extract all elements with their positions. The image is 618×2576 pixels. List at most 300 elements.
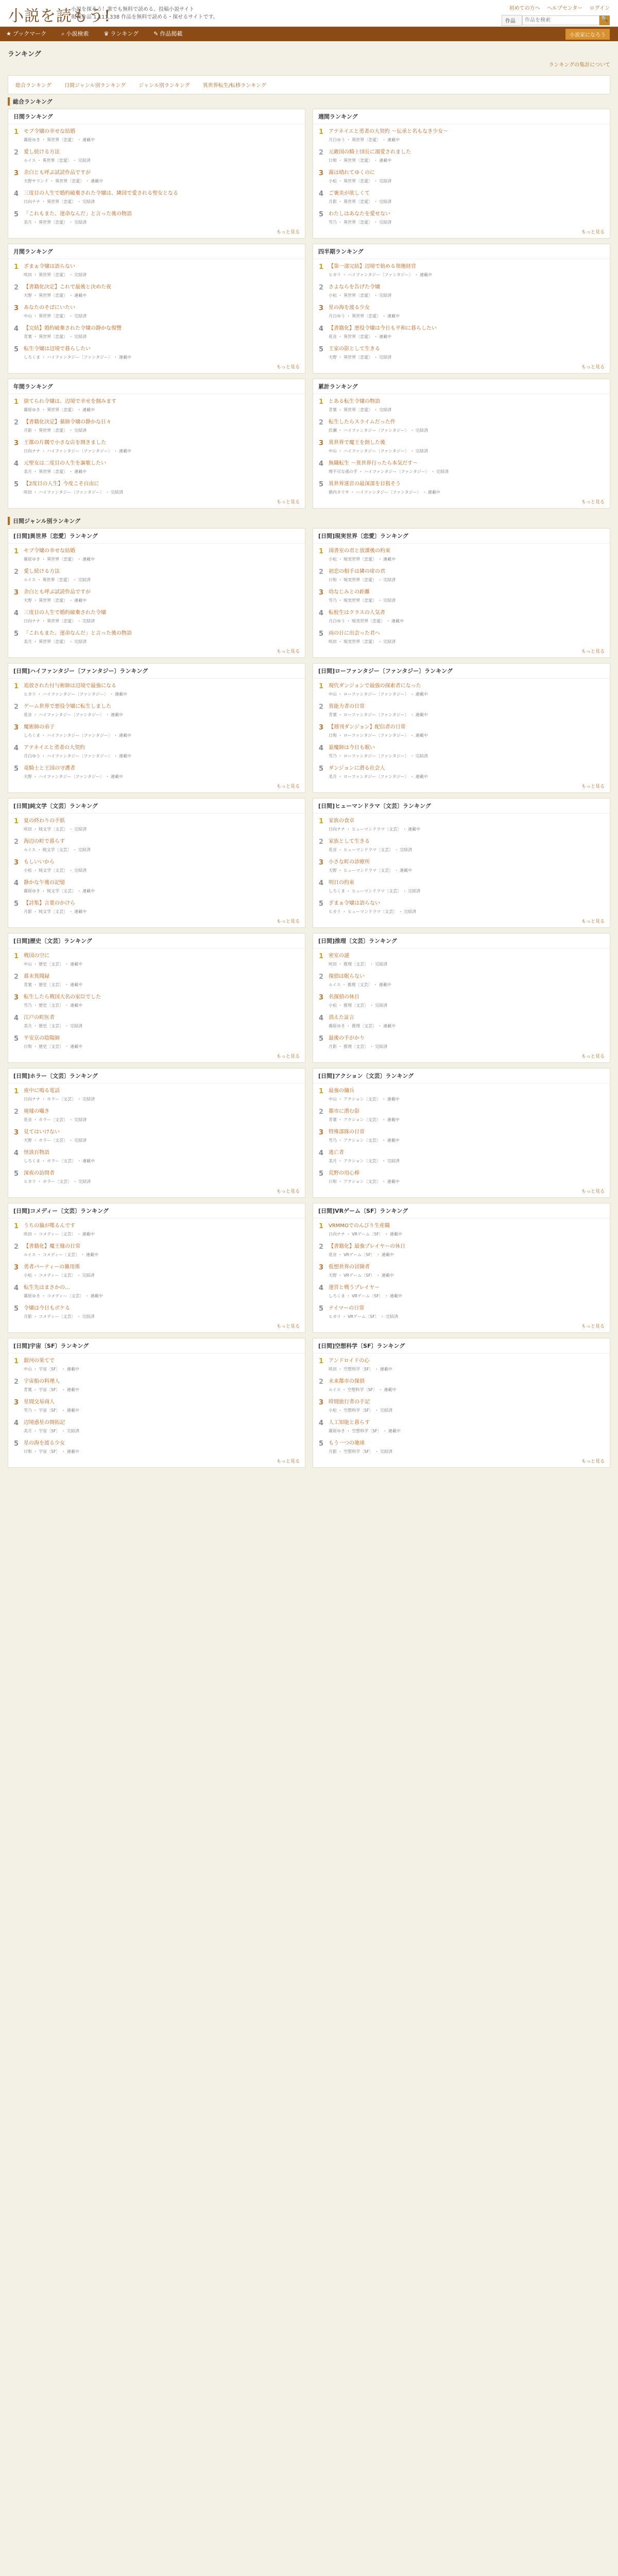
novel-title-link[interactable]: 【週刊ダンジョン】配信者の日常 bbox=[329, 724, 406, 730]
nav-label: 小説検索 bbox=[66, 30, 89, 37]
ranking-row bbox=[8, 1260, 305, 1280]
novel-meta: ルイス ・ コメディー〔文芸〕 ・ 連載中 bbox=[24, 1252, 99, 1257]
more-link[interactable]: もっと見る bbox=[581, 649, 605, 654]
novel-title-link[interactable]: 明日の約束 bbox=[329, 880, 354, 886]
novel-meta: 月白ゆう ・ 異世界〔恋愛〕 ・ 連載中 bbox=[329, 314, 400, 318]
ranking-row bbox=[8, 969, 305, 990]
novel-title-link[interactable]: 愛し続ける方法 bbox=[24, 569, 60, 574]
novel-meta: 青葉 ・ 歴史〔文芸〕 ・ 連載中 bbox=[24, 982, 83, 987]
more-link[interactable]: もっと見る bbox=[276, 784, 300, 789]
novel-meta: 美月 ・ 異世界〔恋愛〕 ・ 完結済 bbox=[24, 220, 87, 225]
novel-title-link[interactable]: 転校生はクラスの人気者 bbox=[329, 610, 385, 616]
novel-title-link[interactable]: さよならを告げた令嬢 bbox=[329, 284, 380, 290]
more-link[interactable]: もっと見る bbox=[276, 649, 300, 654]
more-link[interactable]: もっと見る bbox=[581, 500, 605, 505]
novel-title-link[interactable]: 霧は晴れてゆくのに bbox=[329, 170, 375, 176]
novel-meta: 中山 ・ ローファンタジー〔ファンタジー〕 ・ 連載中 bbox=[329, 692, 428, 697]
novel-title-link[interactable]: 余白とも呼ぶ試読作品ですが bbox=[24, 170, 91, 176]
novel-title-link[interactable]: あなたのそばにいたい bbox=[24, 305, 75, 311]
novel-title-link[interactable]: 平安京の陰陽師 bbox=[24, 1036, 60, 1041]
nav-item-bookmark[interactable] bbox=[0, 27, 53, 41]
novel-title-link[interactable]: 宇宙船の料理人 bbox=[24, 1379, 60, 1384]
novel-title-link[interactable]: 【詩集】言葉のかけら bbox=[24, 901, 75, 906]
header-link-help[interactable]: ヘルプセンター bbox=[546, 6, 583, 11]
search-button[interactable]: 🔍 bbox=[599, 15, 610, 25]
novel-meta: 月影 ・ コメディー〔文芸〕 ・ 完結済 bbox=[24, 1314, 95, 1319]
novel-meta: 霧原ゆき ・ 異世界〔恋愛〕 ・ 連載中 bbox=[24, 138, 95, 142]
ranking-row bbox=[8, 626, 305, 647]
ranking-row bbox=[313, 896, 610, 917]
ranking-row bbox=[8, 1145, 305, 1166]
novel-title-link[interactable]: 転生したら戦国大名の家臣でした bbox=[24, 994, 101, 1000]
rank-number: 1 bbox=[14, 1358, 19, 1365]
ranking-row bbox=[313, 720, 610, 740]
rank-number: 2 bbox=[319, 284, 324, 292]
rank-number: 1 bbox=[14, 818, 19, 825]
novel-title-link[interactable]: 逃亡者 bbox=[329, 1150, 344, 1156]
ranking-row bbox=[313, 342, 610, 362]
rank-number: 5 bbox=[319, 1440, 324, 1448]
rank-number: 3 bbox=[14, 439, 19, 447]
rank-number: 5 bbox=[14, 346, 19, 353]
rank-number: 5 bbox=[14, 1440, 19, 1448]
novel-meta: 咲田 ・ 異世界〔恋愛〕 ・ 完結済 bbox=[24, 273, 87, 277]
rank-number: 5 bbox=[319, 900, 324, 908]
rank-number: 1 bbox=[319, 128, 324, 136]
novel-title-link[interactable]: 静かな午後の記憶 bbox=[24, 880, 65, 886]
ranking-row bbox=[313, 1218, 610, 1239]
rank-number: 1 bbox=[319, 398, 324, 406]
ranking-row bbox=[313, 1260, 610, 1280]
novel-title-link[interactable]: 竜騎士と王国の守護者 bbox=[24, 766, 75, 771]
novel-title-link[interactable]: 【書籍化】最強プレイヤーの休日 bbox=[329, 1244, 406, 1249]
rank-number: 4 bbox=[14, 460, 19, 468]
rank-number: 2 bbox=[14, 1108, 19, 1116]
main-content bbox=[8, 48, 610, 1473]
more-link[interactable]: もっと見る bbox=[276, 1459, 300, 1464]
novel-title-link[interactable]: VRMMOでのんびり生産職 bbox=[329, 1223, 390, 1229]
rank-number: 2 bbox=[319, 838, 324, 846]
ranking-box bbox=[313, 1068, 610, 1198]
novel-meta: しろくま ・ ホラー〔文芸〕 ・ 連載中 bbox=[24, 1159, 95, 1163]
more-link[interactable]: もっと見る bbox=[581, 919, 605, 924]
novel-title-link[interactable]: 【2度目の人生】今度こそ自由に bbox=[24, 481, 99, 487]
rank-number: 5 bbox=[14, 1035, 19, 1043]
anchor-link[interactable]: 異世界転生/転移ランキング bbox=[202, 83, 266, 89]
novel-title-link[interactable]: 無職転生 〜異世界行ったら本気だす〜 bbox=[329, 461, 418, 466]
novel-title-link[interactable]: 見てはいけない bbox=[24, 1129, 60, 1135]
ranking-row bbox=[8, 1395, 305, 1415]
novel-title-link[interactable]: 廃墟の囁き bbox=[24, 1109, 49, 1114]
more-link[interactable]: もっと見る bbox=[276, 365, 300, 370]
ranking-box bbox=[313, 663, 610, 793]
novel-title-link[interactable]: 深夜の訪問者 bbox=[24, 1171, 55, 1176]
rank-number: 1 bbox=[319, 1223, 324, 1230]
novel-title-link[interactable]: 転生令嬢は辺境で暮らしたい bbox=[24, 346, 91, 352]
novel-title-link[interactable]: 【書籍化決定】これで最後と決めた夜 bbox=[24, 284, 111, 290]
rank-number: 3 bbox=[14, 304, 19, 312]
novel-title-link[interactable]: 転生したらスライムだった件 bbox=[329, 419, 396, 425]
rank-number: 1 bbox=[319, 548, 324, 555]
rank-number: 3 bbox=[319, 724, 324, 732]
ranking-row bbox=[8, 896, 305, 917]
novel-title-link[interactable]: 夏の終わりの手紙 bbox=[24, 818, 65, 824]
novel-title-link[interactable]: 運営と戦うプレイヤー bbox=[329, 1285, 380, 1291]
more-link[interactable]: もっと見る bbox=[581, 365, 605, 370]
novel-meta: 月白ゆう ・ 現実世界〔恋愛〕 ・ 連載中 bbox=[329, 619, 404, 623]
novel-title-link[interactable]: モブ令嬢の幸せな結婚 bbox=[24, 548, 75, 554]
novel-meta: しろくま ・ ハイファンタジー〔ファンタジー〕 ・ 連載中 bbox=[24, 733, 131, 738]
novel-meta: 天野 ・ VRゲーム〔SF〕 ・ 連載中 bbox=[329, 1273, 394, 1278]
novel-title-link[interactable]: 三度目の人生で婚約破棄された令嬢 bbox=[24, 610, 106, 616]
novel-meta: 美月 ・ 宇宙〔SF〕 ・ 完結済 bbox=[24, 1429, 79, 1433]
ranking-row bbox=[8, 477, 305, 497]
novel-title-link[interactable]: 時間旅行者の手記 bbox=[329, 1399, 370, 1405]
anchor-link[interactable]: 日間ジャンル別ランキング bbox=[64, 83, 126, 89]
novel-title-link[interactable]: 海辺の町で暮らす bbox=[24, 839, 65, 844]
ranking-box bbox=[8, 1338, 305, 1468]
novel-meta: 小松 ・ 異世界〔恋愛〕 ・ 完結済 bbox=[329, 179, 392, 183]
ranking-row bbox=[313, 544, 610, 564]
more-link[interactable]: もっと見る bbox=[276, 1324, 300, 1329]
ranking-row bbox=[8, 564, 305, 585]
rank-number: 3 bbox=[14, 170, 19, 177]
ranking-row bbox=[313, 605, 610, 626]
rank-number: 2 bbox=[319, 1378, 324, 1386]
rank-number: 2 bbox=[319, 703, 324, 711]
novel-meta: 天野 ・ 異世界〔恋愛〕 ・ 連載中 bbox=[24, 293, 87, 298]
novel-title-link[interactable]: アテネイエと勇者の大契約 bbox=[24, 745, 85, 751]
novel-title-link[interactable]: 幼なじみとの距離 bbox=[329, 589, 370, 595]
novel-title-link[interactable]: 王都の片隅で小さな店を開きました bbox=[24, 440, 106, 446]
novel-meta: 雪乃 ・ 歴史〔文芸〕 ・ 連載中 bbox=[24, 1003, 83, 1008]
ranking-row bbox=[8, 415, 305, 435]
novel-title-link[interactable]: 愛し続ける方法 bbox=[24, 149, 60, 155]
novel-title-link[interactable]: 特殊部隊の日常 bbox=[329, 1129, 365, 1135]
nav-label: ランキング bbox=[110, 30, 139, 37]
nav-item-pickup[interactable] bbox=[147, 27, 188, 41]
ranking-grid bbox=[8, 528, 610, 1473]
novel-title-link[interactable]: 密室の謎 bbox=[329, 953, 349, 959]
novel-meta: 天野 ・ 異世界〔恋愛〕 ・ 完結済 bbox=[329, 355, 392, 360]
novel-title-link[interactable]: とある転生令嬢の物語 bbox=[329, 399, 380, 404]
ranking-box bbox=[8, 528, 305, 658]
search-type-select[interactable]: 作品 bbox=[502, 15, 522, 26]
ranking-row bbox=[313, 855, 610, 875]
novel-title-link[interactable]: 異世界迷宮の最深部を目指そう bbox=[329, 481, 401, 487]
nav-item-search[interactable] bbox=[55, 27, 95, 41]
ranking-row bbox=[313, 679, 610, 699]
novel-meta: ヒカリ ・ ハイファンタジー〔ファンタジー〕 ・ 連載中 bbox=[329, 273, 432, 277]
ranking-grid bbox=[8, 109, 610, 514]
novel-title-link[interactable]: 「これもまた、運命なんだ」と言った後の物語 bbox=[24, 631, 132, 636]
more-link[interactable]: もっと見る bbox=[581, 230, 605, 235]
rank-number: 2 bbox=[14, 568, 19, 576]
ranking-row bbox=[8, 740, 305, 761]
novel-meta: ルイス ・ 純文学〔文芸〕 ・ 完結済 bbox=[24, 848, 91, 852]
ranking-row bbox=[8, 720, 305, 740]
novel-title-link[interactable]: 戦国の空に bbox=[24, 953, 49, 959]
rank-number: 1 bbox=[14, 263, 19, 271]
ranking-row bbox=[313, 1031, 610, 1052]
ranking-row bbox=[313, 1166, 610, 1187]
more-link[interactable]: もっと見る bbox=[581, 784, 605, 789]
rank-number: 3 bbox=[14, 1129, 19, 1137]
novel-title-link[interactable]: ざまぁ令嬢は語らない bbox=[24, 264, 75, 269]
ranking-about-link[interactable]: ランキングの集計について bbox=[548, 62, 610, 68]
ranking-row bbox=[8, 1280, 305, 1301]
novel-meta: 雪乃 ・ 異世界〔恋愛〕 ・ 完結済 bbox=[329, 220, 392, 225]
nav-item-ranking[interactable] bbox=[97, 27, 145, 41]
header-links bbox=[504, 4, 610, 11]
ranking-row bbox=[313, 145, 610, 165]
novel-title-link[interactable]: 人工知能と暮らす bbox=[329, 1420, 370, 1426]
ranking-row bbox=[8, 259, 305, 280]
ranking-box-title: 月間ランキング bbox=[8, 244, 305, 259]
ranking-row bbox=[313, 626, 610, 647]
header-link-beginner[interactable]: 初めての方へ bbox=[509, 6, 540, 11]
novel-meta: ルイス ・ 異世界〔恋愛〕 ・ 完結済 bbox=[24, 578, 91, 582]
novel-title-link[interactable]: 魔術師の弟子 bbox=[24, 724, 55, 730]
novel-title-link[interactable]: 星の海を渡る少女 bbox=[329, 305, 370, 311]
ranking-row bbox=[8, 761, 305, 782]
nav-label: ブックマーク bbox=[12, 30, 47, 37]
novel-title-link[interactable]: もう一つの地球 bbox=[329, 1440, 365, 1446]
novel-title-link[interactable]: テイマーの日常 bbox=[329, 1306, 365, 1311]
novel-meta: 花音 ・ VRゲーム〔SF〕 ・ 連載中 bbox=[329, 1252, 394, 1257]
rank-number: 3 bbox=[319, 170, 324, 177]
rank-number: 3 bbox=[319, 1399, 324, 1406]
novel-meta: 月影 ・ 推理〔文芸〕 ・ 完結済 bbox=[329, 1044, 388, 1049]
novel-title-link[interactable]: 探偵は眠らない bbox=[329, 974, 365, 979]
page-title: ランキング bbox=[8, 50, 41, 58]
novel-meta: ヒカリ ・ VRゲーム〔SF〕 ・ 完結済 bbox=[329, 1314, 398, 1319]
search-input[interactable] bbox=[522, 15, 599, 25]
novel-title-link[interactable]: ご褒美が欲しくて bbox=[329, 191, 370, 196]
novel-meta: 天野 ・ ヒューマンドラマ〔文芸〕 ・ 連載中 bbox=[329, 868, 413, 873]
ranking-box bbox=[313, 379, 610, 509]
novel-title-link[interactable]: 「これもまた、運命なんだ」と言った後の物語 bbox=[24, 211, 132, 217]
novel-title-link[interactable]: 退魔師は今日も眠い bbox=[329, 745, 375, 751]
ranking-box-title: [日間]ヒューマンドラマ〔文芸〕ランキング bbox=[313, 799, 610, 814]
novel-meta: 小松 ・ 推理〔文芸〕 ・ 完結済 bbox=[329, 1003, 388, 1008]
rank-number: 5 bbox=[319, 211, 324, 218]
novel-meta: 霧原ゆき ・ 推理〔文芸〕 ・ 連載中 bbox=[329, 1024, 396, 1028]
novel-title-link[interactable]: 最強の傭兵 bbox=[329, 1088, 354, 1094]
rank-number: 2 bbox=[319, 568, 324, 576]
novel-title-link[interactable]: 転生先はまさかの… bbox=[24, 1285, 70, 1291]
novel-meta: 小松 ・ コメディー〔文芸〕 ・ 完結済 bbox=[24, 1273, 95, 1278]
novel-title-link[interactable]: 星間交易商人 bbox=[24, 1399, 55, 1405]
novel-title-link[interactable]: 夜中に鳴る電話 bbox=[24, 1088, 60, 1094]
section-title: 日間ジャンル別ランキング bbox=[8, 517, 610, 525]
anchor-link[interactable]: ジャンル別ランキング bbox=[139, 83, 190, 89]
ranking-row bbox=[8, 1218, 305, 1239]
rank-number: 4 bbox=[319, 1149, 324, 1157]
novel-title-link[interactable]: 星の海を渡る少女 bbox=[24, 1440, 65, 1446]
novel-title-link[interactable]: アテネイエと勇者の大契約 〜伝承と名もなき少女〜 bbox=[329, 129, 449, 134]
novel-meta: 青葉 ・ 異世界〔恋愛〕 ・ 完結済 bbox=[329, 408, 392, 412]
novel-meta: 月白ゆう ・ 異世界〔恋愛〕 ・ 連載中 bbox=[329, 138, 400, 142]
rank-number: 4 bbox=[14, 609, 19, 617]
rank-number: 2 bbox=[14, 149, 19, 157]
novel-title-link[interactable]: 銀河の果てで bbox=[24, 1358, 55, 1364]
ranking-box bbox=[8, 798, 305, 928]
ranking-row bbox=[313, 207, 610, 227]
novel-title-link[interactable]: 名探偵の休日 bbox=[329, 994, 359, 1000]
novel-title-link[interactable]: 仮想世界の冒険者 bbox=[329, 1264, 370, 1270]
rank-number: 3 bbox=[319, 859, 324, 867]
novel-title-link[interactable]: 現代ダンジョンで最強の探索者になった bbox=[329, 683, 421, 689]
ranking-icon: ♛ bbox=[104, 30, 109, 37]
novel-title-link[interactable]: 【完結】婚約破棄された令嬢の静かな復讐 bbox=[24, 326, 122, 331]
rank-number: 1 bbox=[14, 683, 19, 690]
rank-number: 4 bbox=[14, 1014, 19, 1022]
ranking-box-title: [日間]ホラー〔文芸〕ランキング bbox=[8, 1069, 305, 1083]
ranking-row bbox=[8, 1010, 305, 1031]
novel-title-link[interactable]: 家族の食卓 bbox=[329, 818, 354, 824]
more-link[interactable]: もっと見る bbox=[276, 230, 300, 235]
novel-meta: 青葉 ・ 宇宙〔SF〕 ・ 連載中 bbox=[24, 1387, 79, 1392]
novel-title-link[interactable]: 余白とも呼ぶ試読作品ですが bbox=[24, 589, 91, 595]
ranking-row bbox=[313, 875, 610, 896]
more-link[interactable]: もっと見る bbox=[581, 1189, 605, 1194]
ranking-row bbox=[313, 435, 610, 456]
novel-title-link[interactable]: 【書籍化】悪役令嬢は今日も平和に暮らしたい bbox=[329, 326, 437, 331]
rank-number: 1 bbox=[14, 1088, 19, 1095]
novel-title-link[interactable]: モブ令嬢の幸せな結婚 bbox=[24, 129, 75, 134]
novel-title-link[interactable]: 怪談百物語 bbox=[24, 1150, 49, 1156]
ranking-row bbox=[8, 679, 305, 699]
ranking-row bbox=[313, 1415, 610, 1436]
site-logo[interactable]: 小説を読もう! bbox=[8, 7, 111, 25]
rank-number: 4 bbox=[319, 460, 324, 468]
novel-title-link[interactable]: ダンジョンに潜る社会人 bbox=[329, 766, 385, 771]
ranking-row bbox=[8, 990, 305, 1010]
ranking-box-title: 年間ランキング bbox=[8, 379, 305, 394]
ranking-row bbox=[313, 415, 610, 435]
novel-meta: 咲田 ・ 現実世界〔恋愛〕 ・ 完結済 bbox=[329, 639, 396, 644]
ranking-row bbox=[8, 1166, 305, 1187]
novel-title-link[interactable]: 元聖女は二度目の人生を謳歌したい bbox=[24, 461, 106, 466]
novel-meta: 美月 ・ ローファンタジー〔ファンタジー〕 ・ 連載中 bbox=[329, 774, 428, 779]
more-link[interactable]: もっと見る bbox=[581, 1054, 605, 1059]
ranking-row bbox=[8, 544, 305, 564]
bookmark-icon: ★ bbox=[6, 30, 11, 37]
ranking-row bbox=[8, 1083, 305, 1104]
more-link[interactable]: もっと見る bbox=[276, 1054, 300, 1059]
novel-meta: 小松 ・ 純文学〔文芸〕 ・ 完結済 bbox=[24, 868, 87, 873]
ranking-row bbox=[8, 321, 305, 342]
ranking-row bbox=[313, 699, 610, 720]
ranking-row bbox=[313, 990, 610, 1010]
rank-number: 1 bbox=[319, 263, 324, 271]
novel-title-link[interactable]: 元敵国の騎士団長に溺愛されました bbox=[329, 149, 411, 155]
ranking-box-title: [日間]コメディー〔文芸〕ランキング bbox=[8, 1204, 305, 1218]
ranking-box-title: [日間]アクション〔文芸〕ランキング bbox=[313, 1069, 610, 1083]
ranking-row bbox=[8, 342, 305, 362]
novel-title-link[interactable]: 消えた証言 bbox=[329, 1015, 354, 1021]
anchor-link[interactable]: 総合ランキング bbox=[15, 83, 52, 89]
novel-title-link[interactable]: 家族として生きる bbox=[329, 839, 370, 844]
ranking-row bbox=[8, 1436, 305, 1456]
novel-title-link[interactable]: 勇者パーティーの雑用係 bbox=[24, 1264, 80, 1270]
novel-title-link[interactable]: 最後の手がかり bbox=[329, 1036, 365, 1041]
more-link[interactable]: もっと見る bbox=[276, 1189, 300, 1194]
ranking-row bbox=[8, 207, 305, 227]
novel-title-link[interactable]: 追放された付与術師は辺境で最強になる bbox=[24, 683, 116, 689]
rank-number: 4 bbox=[14, 1284, 19, 1292]
novel-title-link[interactable]: 荒野の用心棒 bbox=[329, 1171, 359, 1176]
ranking-box bbox=[313, 1338, 610, 1468]
novel-title-link[interactable]: 小さな町の診療所 bbox=[329, 859, 370, 865]
novel-meta: 月影 ・ 異世界〔恋愛〕 ・ 完結済 bbox=[24, 428, 87, 433]
rank-number: 3 bbox=[14, 589, 19, 597]
rank-number: 3 bbox=[14, 724, 19, 732]
ranking-row bbox=[8, 855, 305, 875]
narou-link-button[interactable]: 小説家になろう bbox=[565, 29, 610, 40]
novel-meta: 割内タリサ ・ ハイファンタジー〔ファンタジー〕 ・ 連載中 bbox=[329, 490, 440, 495]
novel-title-link[interactable]: ゲーム世界で悪役令嬢に転生しました bbox=[24, 704, 111, 709]
novel-meta: ヒカリ ・ ヒューマンドラマ〔文芸〕 ・ 完結済 bbox=[329, 909, 417, 914]
ranking-box bbox=[313, 109, 610, 239]
novel-title-link[interactable]: 図書室の君と放課後の約束 bbox=[329, 548, 390, 554]
ranking-row bbox=[313, 1436, 610, 1456]
novel-meta: 小松 ・ 異世界〔恋愛〕 ・ 完結済 bbox=[329, 293, 392, 298]
novel-meta: 日向ナナ ・ ヒューマンドラマ〔文芸〕 ・ 連載中 bbox=[329, 827, 421, 832]
novel-title-link[interactable]: 異世界で魔王を倒した後 bbox=[329, 440, 385, 446]
ranking-row bbox=[8, 394, 305, 415]
novel-title-link[interactable]: 都市に潜む影 bbox=[329, 1109, 359, 1114]
ranking-box bbox=[313, 528, 610, 658]
novel-title-link[interactable]: もしいいから bbox=[24, 859, 55, 865]
novel-title-link[interactable]: ざまぁ令嬢は語らない bbox=[329, 901, 380, 906]
ranking-row bbox=[8, 1353, 305, 1374]
novel-title-link[interactable]: 【書籍化】魔王様の日常 bbox=[24, 1244, 80, 1249]
novel-title-link[interactable]: 雨の日に出会った君へ bbox=[329, 631, 380, 636]
novel-title-link[interactable]: 【第一部完結】辺境で始める領地経営 bbox=[329, 264, 416, 269]
novel-title-link[interactable]: 令嬢は今日もボケる bbox=[24, 1306, 70, 1311]
more-link[interactable]: もっと見る bbox=[276, 500, 300, 505]
novel-title-link[interactable]: 初恋の相手は隣の席の君 bbox=[329, 569, 385, 574]
rank-number: 2 bbox=[14, 973, 19, 981]
more-link[interactable]: もっと見る bbox=[276, 919, 300, 924]
ranking-row bbox=[313, 1374, 610, 1395]
rank-number: 4 bbox=[319, 744, 324, 752]
novel-title-link[interactable]: 辺境惑星の開拓記 bbox=[24, 1420, 65, 1426]
ranking-box-title: [日間]ハイファンタジー〔ファンタジー〕ランキング bbox=[8, 664, 305, 679]
novel-title-link[interactable]: 捨てられ令嬢は、辺境で幸せを掴みます bbox=[24, 399, 116, 404]
novel-title-link[interactable]: 【書籍化決定】薬師令嬢の静かな日々 bbox=[24, 419, 111, 425]
novel-title-link[interactable]: 幕末異聞録 bbox=[24, 974, 49, 979]
novel-title-link[interactable]: 王家の影として生きる bbox=[329, 346, 380, 352]
rank-number: 5 bbox=[14, 900, 19, 908]
more-link[interactable]: もっと見る bbox=[581, 1459, 605, 1464]
ranking-box bbox=[8, 109, 305, 239]
header-link-login[interactable]: ログイン bbox=[589, 6, 610, 11]
novel-title-link[interactable]: わたしはあなたを愛せない bbox=[329, 211, 390, 217]
rank-number: 4 bbox=[319, 1419, 324, 1427]
novel-title-link[interactable]: 江戸の町医者 bbox=[24, 1015, 55, 1021]
novel-title-link[interactable]: 三度目の人生で婚約破棄された令嬢は、隣国で愛される聖女となる bbox=[24, 191, 178, 196]
ranking-box-title: [日間]VRゲーム〔SF〕ランキング bbox=[313, 1204, 610, 1218]
more-link[interactable]: もっと見る bbox=[581, 1324, 605, 1329]
novel-title-link[interactable]: アンドロイドの心 bbox=[329, 1358, 370, 1364]
novel-title-link[interactable]: 未来都市の探偵 bbox=[329, 1379, 365, 1384]
novel-title-link[interactable]: 異能力者の日常 bbox=[329, 704, 365, 709]
ranking-row bbox=[313, 300, 610, 321]
novel-title-link[interactable]: うちの猫が喋るんです bbox=[24, 1223, 75, 1229]
